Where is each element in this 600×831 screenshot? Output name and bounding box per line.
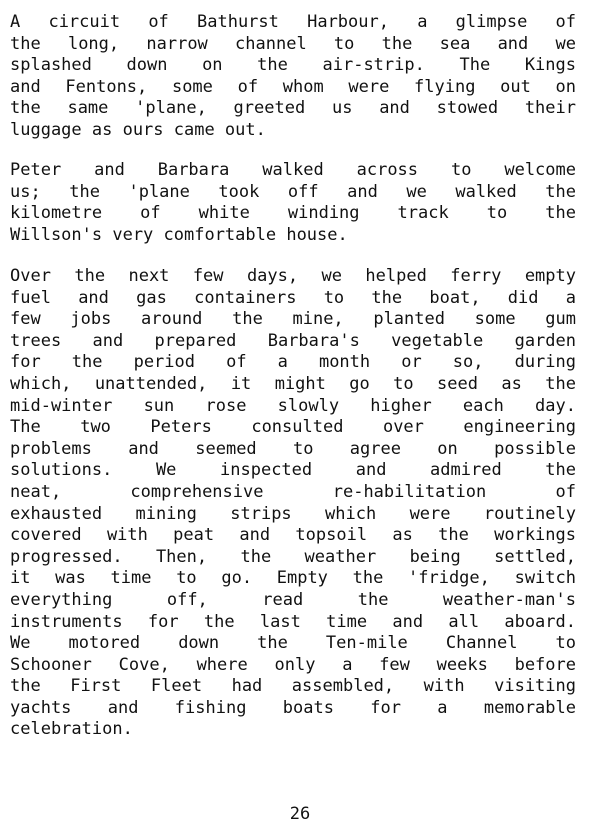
text-line: Willson's very comfortable house.	[10, 224, 348, 245]
text-line: kilometre of white winding track to the	[10, 203, 576, 224]
text-line: solutions. We inspected and admired the	[10, 460, 576, 481]
text-line: instruments for the last time and all aboard.	[10, 611, 576, 632]
paragraph-arrival	[10, 12, 576, 142]
text-line: us; the 'plane took off and we walked the	[10, 181, 576, 202]
text-line: splashed down on the air-strip. The Kings	[10, 55, 576, 76]
page-number: 26	[289, 804, 311, 824]
text-line: trees and prepared Barbara's vegetable garden	[10, 330, 576, 351]
text-line: The two Peters consulted over engineering	[10, 417, 576, 438]
text-line: and Fentons, some of whom were flying out on	[10, 76, 576, 97]
text-line: yachts and fishing boats for a memorable	[10, 697, 576, 718]
text-line: celebration.	[10, 719, 133, 740]
text-line: fuel and gas containers to the boat, did a	[10, 287, 576, 308]
text-line: for the period of a month or so, during	[10, 352, 576, 373]
text-line: mid-winter sun rose slowly higher each day.	[10, 395, 576, 416]
paragraph-next-days	[10, 266, 576, 741]
text-line: We motored down the Ten-mile Channel to	[10, 633, 576, 654]
text-line: Over the next few days, we helped ferry empty	[10, 266, 576, 286]
text-line: everything off, read the weather-man's	[10, 589, 576, 610]
text-line: neat, comprehensive re-habilitation of	[10, 481, 576, 502]
text-line: the long, narrow channel to the sea and we	[10, 33, 576, 54]
text-line: A circuit of Bathurst Harbour, a glimpse of	[10, 12, 576, 32]
text-line: exhausted mining strips which were routinely	[10, 503, 576, 524]
text-line: the First Fleet had assembled, with visiting	[10, 676, 576, 697]
text-line: Peter and Barbara walked across to welcome	[10, 160, 576, 180]
text-line: covered with peat and topsoil as the workings	[10, 525, 576, 546]
paragraph-welcome	[10, 160, 576, 246]
text-line: it was time to go. Empty the 'fridge, switch	[10, 568, 576, 589]
text-line: problems and seemed to agree on possible	[10, 438, 576, 459]
text-line: few jobs around the mine, planted some gum	[10, 309, 576, 330]
text-line: luggage as ours came out.	[10, 119, 266, 140]
text-line: the same 'plane, greeted us and stowed their	[10, 98, 576, 119]
text-line: which, unattended, it might go to seed as the	[10, 373, 576, 394]
text-line: progressed. Then, the weather being settled,	[10, 546, 576, 567]
text-line: Schooner Cove, where only a few weeks before	[10, 654, 576, 675]
